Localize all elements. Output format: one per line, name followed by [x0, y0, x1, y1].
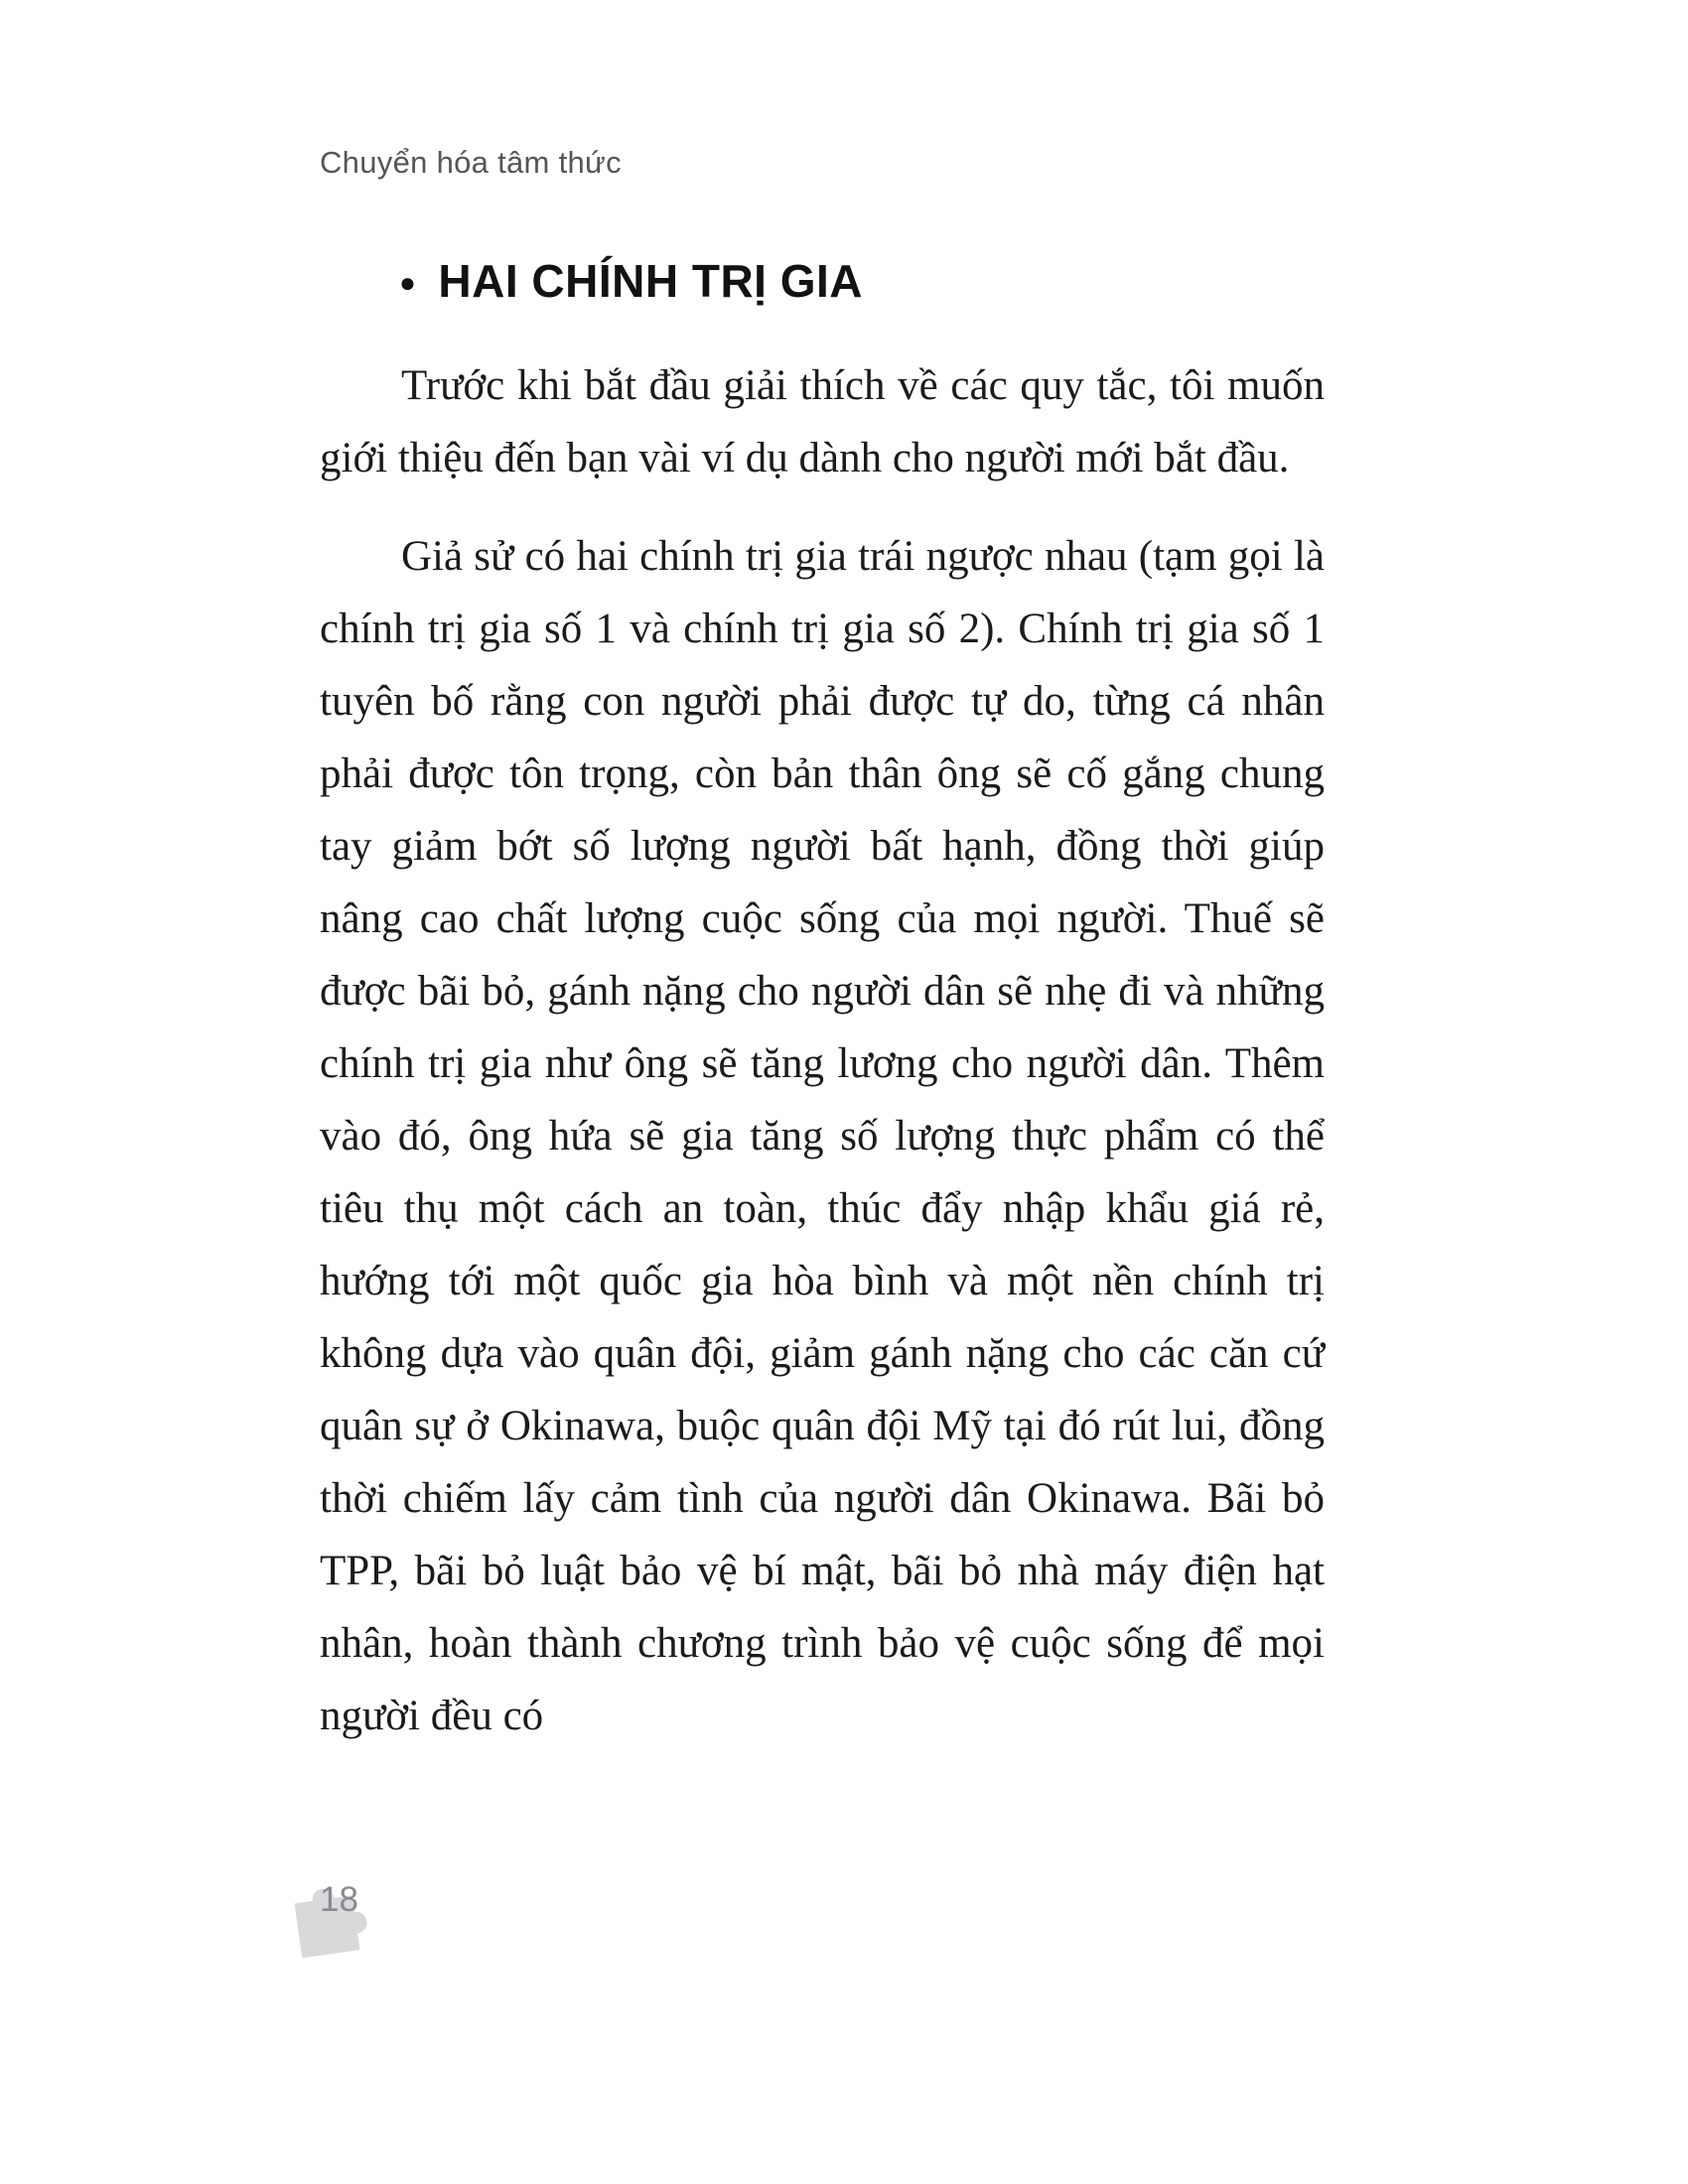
page-number: 18: [320, 1880, 358, 1919]
running-header: Chuyển hóa tâm thức: [320, 145, 622, 180]
section-title: HAI CHÍNH TRỊ GIA: [438, 255, 864, 307]
page-number-area: [284, 1864, 403, 1964]
section-heading: [399, 254, 863, 308]
body-text: [320, 349, 1325, 1778]
paragraph: Trước khi bắt đầu giải thích về các quy tắc, tôi muốn giới thiệu đến bạn vài ví dụ dành cho người mới bắt đầu.: [320, 362, 1325, 481]
paragraph: Giả sử có hai chính trị gia trái ngược nhau (tạm gọi là chính trị gia số 1 và chính trị gia số 2). Chính trị gia số 1 tuyên bố rằng con người phải được tự do, từng cá nhân phải được tôn trọng, còn bản thân ông sẽ cố gắng chung tay giảm bớt số lượng người bất hạnh, đồng thời giúp nâng cao chất lượng cuộc sống của mọi người. Thuế sẽ được bãi bỏ, gánh nặng cho người dân sẽ nhẹ đi và những chính trị gia như ông sẽ tăng lương cho người dân. Thêm vào đó, ông hứa sẽ gia tăng số lượng thực phẩm có thể tiêu thụ một cách an toàn, thúc đẩy nhập khẩu giá rẻ, hướng tới một quốc gia hòa bình và một nền chính trị không dựa vào quân đội, giảm gánh nặng cho các căn cứ quân sự ở Okinawa, buộc quân đội Mỹ tại đó rút lui, đồng thời chiếm lấy cảm tình của người dân Okinawa. Bãi bỏ TPP, bãi bỏ luật bảo vệ bí mật, bãi bỏ nhà máy điện hạt nhân, hoàn thành chương trình bảo vệ cuộc sống để mọi người đều có: [320, 533, 1325, 1739]
bullet-icon: ●: [399, 267, 417, 298]
